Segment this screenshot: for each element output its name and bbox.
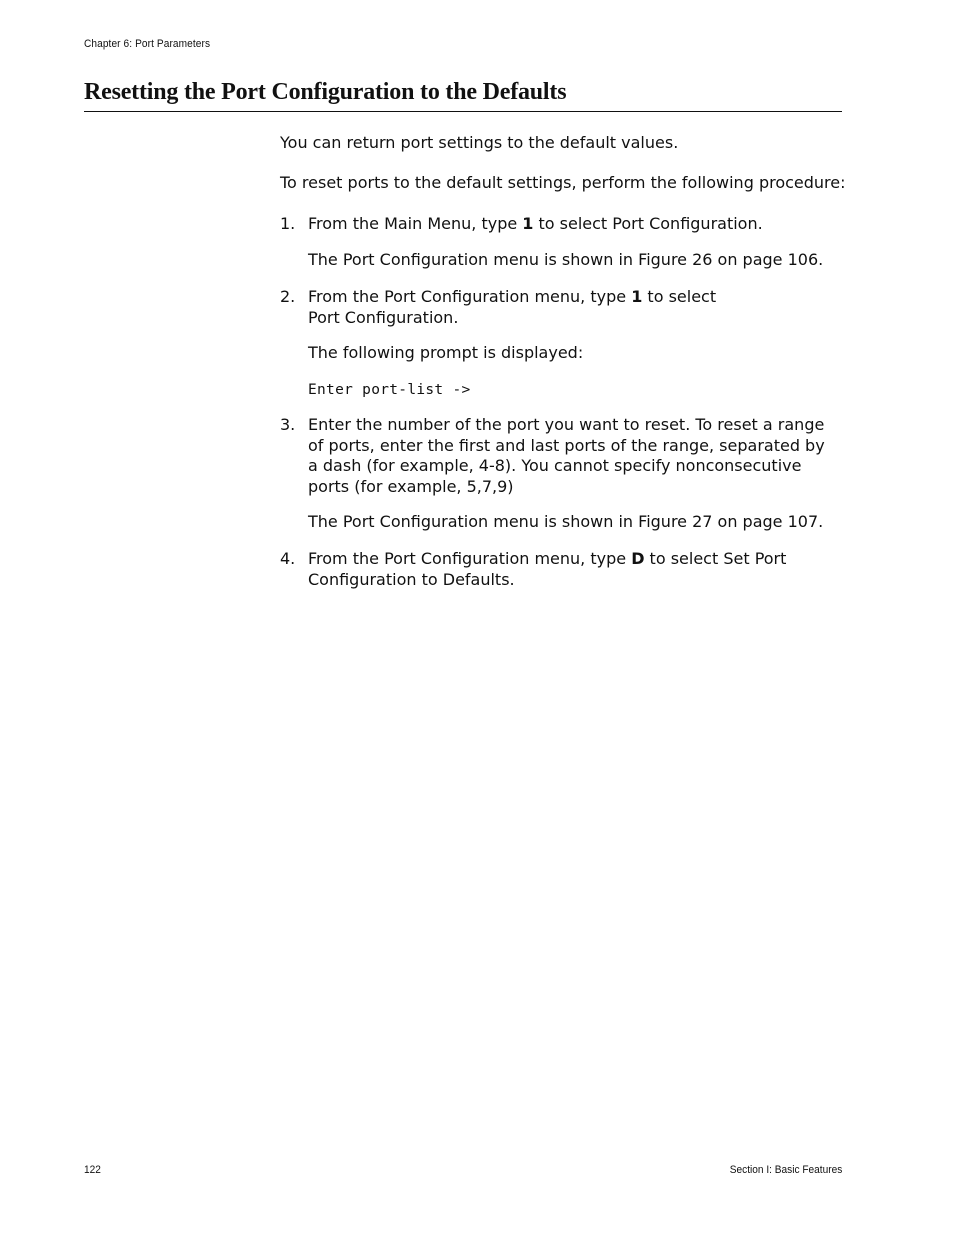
running-header: Chapter 6: Port Parameters: [84, 38, 211, 50]
step-3-note: The Port Configuration menu is shown in Figure 27 on page 107.: [308, 512, 824, 531]
intro-paragraph-1: You can return port settings to the default values.: [280, 133, 679, 152]
page-number: 122: [84, 1164, 101, 1176]
step-1-key: 1: [522, 214, 534, 233]
intro-paragraph-2: To reset ports to the default settings, perform the following procedure:: [280, 173, 846, 192]
step-4-text: From the Port Configuration menu, type D to select Set Port Configuration to Defaults.: [308, 549, 787, 589]
step-3-number: 3.: [280, 415, 296, 434]
prompt-code: Enter port-list ->: [308, 382, 471, 398]
step-2-number: 2.: [280, 287, 296, 306]
step-1-text: From the Main Menu, type 1 to select Port Configuration.: [308, 214, 763, 233]
step-1-note: The Port Configuration menu is shown in Figure 26 on page 106.: [308, 250, 824, 269]
step-2-text: From the Port Configuration menu, type 1 to select Port Configuration.: [308, 287, 717, 327]
step-4-key: D: [631, 549, 645, 568]
step-2-note: The following prompt is displayed:: [308, 343, 584, 362]
running-footer-section: Section I: Basic Features: [729, 1164, 842, 1176]
page-title: Resetting the Port Configuration to the Defaults: [84, 78, 842, 112]
step-1-number: 1.: [280, 214, 296, 233]
step-2-key: 1: [631, 287, 643, 306]
step-4-number: 4.: [280, 549, 296, 568]
step-3-text: Enter the number of the port you want to reset. To reset a range of ports, enter the first and last ports of the range, separated by a dash (for example, 4-8). You cannot specify nonconsecutive ports (for example, 5,7,9): [308, 415, 825, 496]
